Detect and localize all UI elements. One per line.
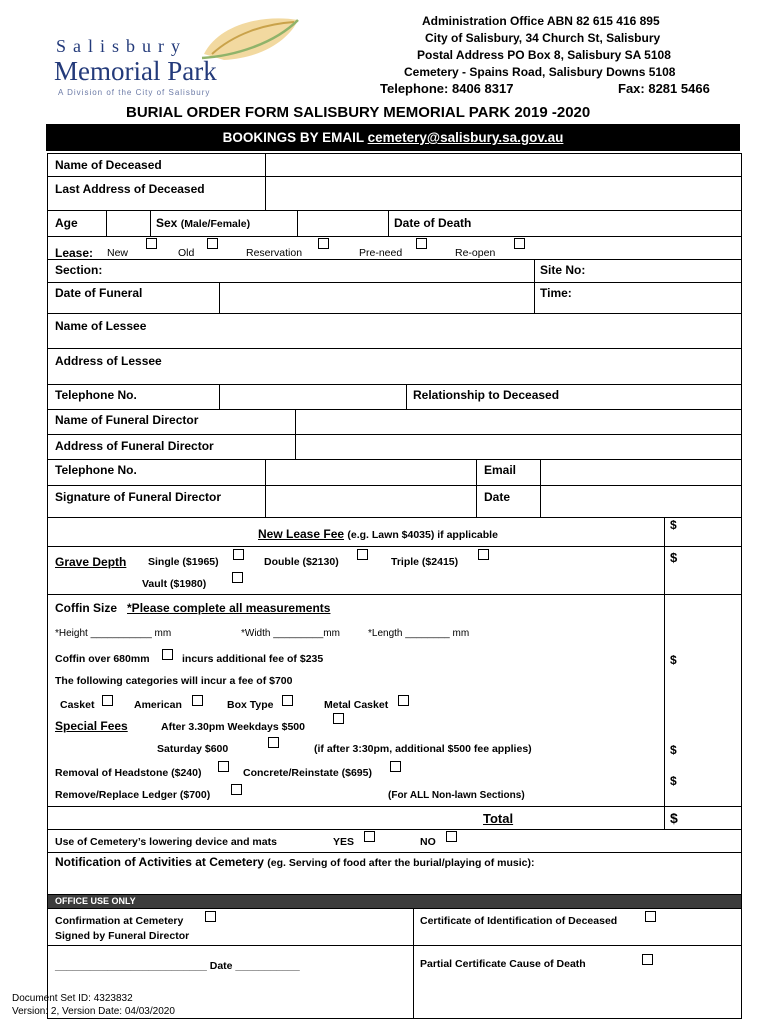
yes-checkbox[interactable] (364, 831, 375, 842)
address-line: Cemetery - Spains Road, Salisbury Downs 5108 (404, 65, 676, 79)
coffin-height: *Height ___________ mm (55, 628, 172, 639)
dollar-total: $ (670, 810, 678, 826)
lease-new-checkbox[interactable] (146, 238, 157, 249)
bookings-email[interactable]: cemetery@salisbury.sa.gov.au (367, 130, 564, 145)
label-relationship: Relationship to Deceased (413, 388, 560, 402)
grave-triple-checkbox[interactable] (478, 549, 489, 560)
label-new-lease-fee: New Lease Fee (e.g. Lawn $4035) if applicable (258, 527, 498, 541)
label-age: Age (55, 216, 78, 230)
american-checkbox[interactable] (192, 695, 203, 706)
yes-label: YES (333, 836, 355, 848)
doc-set-id: Document Set ID: 4323832 (12, 993, 133, 1004)
casket-checkbox[interactable] (102, 695, 113, 706)
label-telephone-lessee: Telephone No. (55, 388, 137, 402)
address-line: City of Salisbury, 34 Church St, Salisbury (425, 31, 661, 45)
lease-reopen-label: Re-open (455, 247, 496, 259)
coffin-width: *Width _________mm (241, 628, 340, 639)
lease-reservation-label: Reservation (246, 247, 303, 259)
metal-casket-checkbox[interactable] (398, 695, 409, 706)
coffin-over-label: Coffin over 680mm (55, 653, 150, 665)
box-type-label: Box Type (227, 699, 274, 711)
label-name-of-lessee: Name of Lessee (55, 319, 147, 333)
coffin-length: *Length ________ mm (368, 628, 470, 639)
certificate-id-label: Certificate of Identification of Deceased (420, 915, 618, 927)
telephone: Telephone: 8406 8317 (380, 81, 514, 96)
after-330-checkbox[interactable] (333, 713, 344, 724)
removal-headstone-label: Removal of Headstone ($240) (55, 767, 202, 779)
form-title: BURIAL ORDER FORM SALISBURY MEMORIAL PARK 2019 -2020 (126, 104, 591, 121)
removal-headstone-checkbox[interactable] (218, 761, 229, 772)
lease-old-label: Old (178, 247, 195, 259)
bookings-label: BOOKINGS BY EMAIL (222, 130, 368, 145)
coffin-over-fee: incurs additional fee of $235 (182, 653, 324, 665)
signed-by-label: Signed by Funeral Director (55, 930, 190, 942)
label-date-of-death: Date of Death (394, 216, 472, 230)
bookings-banner (46, 124, 740, 151)
label-telephone-fd: Telephone No. (55, 463, 137, 477)
version-info: Version: 2, Version Date: 04/03/2020 (12, 1006, 175, 1017)
grave-single-checkbox[interactable] (233, 549, 244, 560)
casket-label: Casket (60, 699, 95, 711)
grave-double-checkbox[interactable] (357, 549, 368, 560)
concrete-checkbox[interactable] (390, 761, 401, 772)
no-checkbox[interactable] (446, 831, 457, 842)
concrete-label: Concrete/Reinstate ($695) (243, 767, 372, 779)
box-type-checkbox[interactable] (282, 695, 293, 706)
label-name-funeral-director: Name of Funeral Director (55, 413, 199, 427)
confirmation-label: Confirmation at Cemetery (55, 915, 184, 927)
address-line: Administration Office ABN 82 615 416 895 (422, 14, 660, 28)
logo (44, 14, 298, 96)
lowering-label: Use of Cemetery’s lowering device and mats (55, 836, 277, 848)
label-section: Section: (55, 263, 103, 277)
lease-preneed-label: Pre-need (359, 247, 403, 259)
grave-single-label: Single ($1965) (148, 556, 219, 568)
office-use-header: OFFICE USE ONLY (55, 896, 136, 906)
fax: Fax: 8281 5466 (618, 81, 710, 96)
label-date-of-funeral: Date of Funeral (55, 286, 143, 300)
after-330-label: After 3.30pm Weekdays $500 (161, 721, 305, 733)
dollar-saturday: $ (670, 743, 677, 757)
label-signature-fd: Signature of Funeral Director (55, 490, 222, 504)
label-time: Time: (540, 286, 572, 300)
logo-main: Memorial Park (54, 56, 217, 86)
no-label: NO (420, 836, 436, 848)
office-use-bar (48, 895, 741, 908)
lease-new-label: New (107, 247, 129, 259)
dollar-new-lease: $ (670, 518, 677, 532)
lease-old-checkbox[interactable] (207, 238, 218, 249)
label-grave-depth: Grave Depth (55, 555, 127, 569)
lease-reopen-checkbox[interactable] (514, 238, 525, 249)
following-categories: The following categories will incur a fee of $700 (55, 675, 293, 687)
for-all-label: (For ALL Non-lawn Sections) (388, 790, 525, 801)
label-date-fd: Date (484, 490, 511, 504)
label-notification: Notification of Activities at Cemetery (eg. Serving of food after the burial/playing of music): (55, 855, 535, 869)
saturday-label: Saturday $600 (157, 743, 229, 755)
dollar-removal: $ (670, 774, 677, 788)
logo-sub: A Division of the City of Salisbury (58, 88, 211, 97)
dollar-grave-depth: $ (670, 550, 678, 565)
label-site-no: Site No: (540, 263, 586, 277)
remove-ledger-label: Remove/Replace Ledger ($700) (55, 789, 211, 801)
label-name-of-deceased: Name of Deceased (55, 158, 162, 172)
if-after-label: (if after 3:30pm, additional $500 fee applies) (314, 743, 532, 755)
grave-vault-label: Vault ($1980) (142, 578, 207, 590)
label-address-funeral-director: Address of Funeral Director (55, 439, 214, 453)
label-lease: Lease: (55, 246, 94, 260)
lease-preneed-checkbox[interactable] (416, 238, 427, 249)
label-special-fees: Special Fees (55, 719, 128, 733)
coffin-over-checkbox[interactable] (162, 649, 173, 660)
american-label: American (134, 699, 182, 711)
grave-double-label: Double ($2130) (264, 556, 339, 568)
dollar-coffin-over: $ (670, 653, 677, 667)
partial-certificate-label: Partial Certificate Cause of Death (420, 958, 586, 970)
partial-certificate-checkbox[interactable] (642, 954, 653, 965)
confirmation-checkbox[interactable] (205, 911, 216, 922)
address-line: Postal Address PO Box 8, Salisbury SA 5108 (417, 48, 671, 62)
saturday-checkbox[interactable] (268, 737, 279, 748)
label-coffin-size: Coffin Size *Please complete all measurements (55, 601, 331, 615)
remove-ledger-checkbox[interactable] (231, 784, 242, 795)
label-total: Total (483, 811, 514, 826)
certificate-id-checkbox[interactable] (645, 911, 656, 922)
metal-casket-label: Metal Casket (324, 699, 389, 711)
lease-reservation-checkbox[interactable] (318, 238, 329, 249)
signature-date-line: __________________________ Date ___________ (55, 960, 300, 972)
label-sex: Sex (Male/Female) (156, 216, 251, 230)
label-email: Email (484, 463, 517, 477)
grave-triple-label: Triple ($2415) (391, 556, 459, 568)
label-address-of-lessee: Address of Lessee (55, 354, 162, 368)
label-last-address: Last Address of Deceased (55, 182, 205, 196)
logo-top: Salisbury (56, 36, 188, 56)
grave-vault-checkbox[interactable] (232, 572, 243, 583)
